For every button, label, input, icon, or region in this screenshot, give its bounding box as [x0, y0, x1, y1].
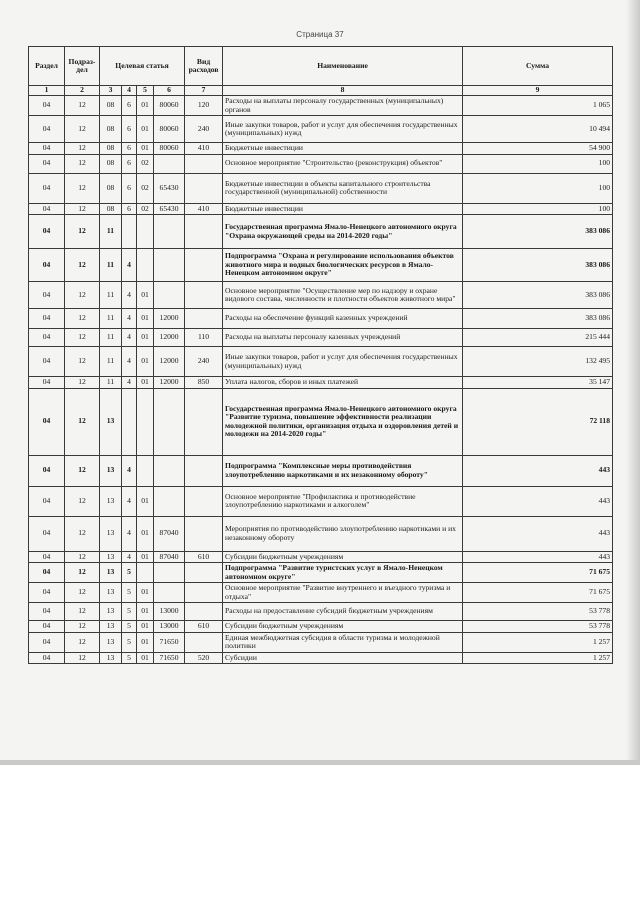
direction-code-cell: 71650 [154, 652, 185, 664]
razdel-cell: 04 [29, 551, 65, 563]
sum-cell: 100 [463, 203, 613, 215]
subprogram-code-cell: 6 [122, 143, 137, 155]
table-row [29, 603, 613, 621]
program-code-cell: 11 [100, 282, 122, 309]
podrazdel-cell: 12 [65, 603, 100, 621]
expense-type-cell [185, 603, 223, 621]
subprogram-code-cell: 4 [122, 309, 137, 329]
name-cell: Субсидии бюджетным учреждениям [223, 621, 463, 633]
expense-type-cell: 240 [185, 116, 223, 143]
table-row [29, 154, 613, 173]
name-cell: Субсидии бюджетным учреждениям [223, 551, 463, 563]
sum-cell: 100 [463, 154, 613, 173]
sum-cell: 383 086 [463, 309, 613, 329]
subprogram-code-cell: 4 [122, 329, 137, 347]
sum-cell: 383 086 [463, 282, 613, 309]
activity-code-cell: 01 [137, 621, 154, 633]
program-code-cell: 13 [100, 652, 122, 664]
name-cell: Подпрограмма "Охрана и регулирование использования объектов животного мира и водных биологических ресурсов в Ямало-Ненецком автономном округе" [223, 249, 463, 282]
podrazdel-cell: 12 [65, 486, 100, 516]
activity-code-cell: 01 [137, 603, 154, 621]
subprogram-code-cell: 4 [122, 486, 137, 516]
direction-code-cell: 12000 [154, 347, 185, 377]
table-row [29, 486, 613, 516]
expense-type-cell [185, 282, 223, 309]
subprogram-code-cell: 6 [122, 154, 137, 173]
activity-code-cell: 01 [137, 583, 154, 603]
sum-cell: 383 086 [463, 215, 613, 249]
subprogram-code-cell: 4 [122, 455, 137, 486]
table-row [29, 215, 613, 249]
sum-cell: 443 [463, 516, 613, 551]
expense-type-cell [185, 516, 223, 551]
table-row [29, 116, 613, 143]
table-row [29, 621, 613, 633]
header-razdel: Раздел [29, 47, 65, 86]
activity-code-cell: 01 [137, 347, 154, 377]
name-cell: Государственная программа Ямало-Ненецкого автономного округа "Развитие туризма, повышение эффективности реализации молодежной политики, организация отдыха и оздоровления детей и молодежи на 2014-2020 годы" [223, 388, 463, 455]
direction-code-cell: 87040 [154, 551, 185, 563]
razdel-cell: 04 [29, 282, 65, 309]
sum-cell: 215 444 [463, 329, 613, 347]
direction-code-cell [154, 388, 185, 455]
expense-type-cell: 240 [185, 347, 223, 377]
activity-code-cell: 01 [137, 652, 154, 664]
header-expense-type: Вид расходов [185, 47, 223, 86]
razdel-cell: 04 [29, 516, 65, 551]
razdel-cell: 04 [29, 309, 65, 329]
column-number: 4 [122, 86, 137, 96]
razdel-cell: 04 [29, 203, 65, 215]
table-row [29, 652, 613, 664]
sum-cell: 132 495 [463, 347, 613, 377]
program-code-cell: 08 [100, 116, 122, 143]
razdel-cell: 04 [29, 377, 65, 389]
program-code-cell: 08 [100, 203, 122, 215]
razdel-cell: 04 [29, 329, 65, 347]
budget-table [28, 46, 613, 664]
razdel-cell: 04 [29, 486, 65, 516]
header-target-article: Целевая статья [100, 47, 185, 86]
direction-code-cell: 12000 [154, 329, 185, 347]
program-code-cell: 08 [100, 96, 122, 116]
activity-code-cell: 01 [137, 551, 154, 563]
sum-cell: 54 900 [463, 143, 613, 155]
program-code-cell: 13 [100, 632, 122, 652]
table-row [29, 309, 613, 329]
direction-code-cell [154, 563, 185, 583]
program-code-cell: 13 [100, 603, 122, 621]
razdel-cell: 04 [29, 154, 65, 173]
podrazdel-cell: 12 [65, 329, 100, 347]
direction-code-cell: 71650 [154, 632, 185, 652]
expense-type-cell [185, 215, 223, 249]
name-cell: Расходы на выплаты персоналу государственных (муниципальных) органов [223, 96, 463, 116]
podrazdel-cell: 12 [65, 309, 100, 329]
column-number: 7 [185, 86, 223, 96]
subprogram-code-cell: 5 [122, 652, 137, 664]
expense-type-cell: 610 [185, 551, 223, 563]
sum-cell: 100 [463, 173, 613, 203]
direction-code-cell [154, 282, 185, 309]
name-cell: Уплата налогов, сборов и иных платежей [223, 377, 463, 389]
subprogram-code-cell: 5 [122, 621, 137, 633]
column-numbers-row [29, 86, 613, 96]
activity-code-cell: 01 [137, 329, 154, 347]
program-code-cell: 11 [100, 309, 122, 329]
razdel-cell: 04 [29, 563, 65, 583]
table-row [29, 455, 613, 486]
name-cell: Основное мероприятие "Строительство (реконструкция) объектов" [223, 154, 463, 173]
expense-type-cell [185, 563, 223, 583]
subprogram-code-cell: 4 [122, 249, 137, 282]
table-row [29, 96, 613, 116]
name-cell: Единая межбюджетная субсидия в области туризма и молодежной политики [223, 632, 463, 652]
podrazdel-cell: 12 [65, 583, 100, 603]
name-cell: Государственная программа Ямало-Ненецкого автономного округа "Охрана окружающей среды на 2014-2020 годы" [223, 215, 463, 249]
podrazdel-cell: 12 [65, 347, 100, 377]
program-code-cell: 08 [100, 173, 122, 203]
activity-code-cell: 01 [137, 377, 154, 389]
subprogram-code-cell: 4 [122, 347, 137, 377]
sum-cell: 383 086 [463, 249, 613, 282]
name-cell: Расходы на предоставление субсидий бюджетным учреждениям [223, 603, 463, 621]
sum-cell: 1 065 [463, 96, 613, 116]
expense-type-cell [185, 388, 223, 455]
podrazdel-cell: 12 [65, 632, 100, 652]
activity-code-cell [137, 563, 154, 583]
podrazdel-cell: 12 [65, 652, 100, 664]
podrazdel-cell: 12 [65, 96, 100, 116]
table-row [29, 329, 613, 347]
page-number: Страница 37 [296, 30, 344, 39]
name-cell: Подпрограмма "Развитие туристских услуг в Ямало-Ненецком автономном округе" [223, 563, 463, 583]
name-cell: Бюджетные инвестиции в объекты капитального строительства государственной (муниципальной) собственности [223, 173, 463, 203]
program-code-cell: 13 [100, 583, 122, 603]
direction-code-cell: 80060 [154, 143, 185, 155]
program-code-cell: 13 [100, 551, 122, 563]
name-cell: Бюджетные инвестиции [223, 143, 463, 155]
program-code-cell: 13 [100, 621, 122, 633]
sum-cell: 443 [463, 486, 613, 516]
name-cell: Бюджетные инвестиции [223, 203, 463, 215]
direction-code-cell [154, 583, 185, 603]
direction-code-cell: 87040 [154, 516, 185, 551]
table-row [29, 203, 613, 215]
subprogram-code-cell: 6 [122, 203, 137, 215]
podrazdel-cell: 12 [65, 282, 100, 309]
sum-cell: 71 675 [463, 563, 613, 583]
name-cell: Основное мероприятие "Осуществление мер по надзору и охране видового состава, численности и плотности объектов животного мира" [223, 282, 463, 309]
activity-code-cell: 01 [137, 96, 154, 116]
subprogram-code-cell: 5 [122, 583, 137, 603]
program-code-cell: 11 [100, 329, 122, 347]
razdel-cell: 04 [29, 388, 65, 455]
direction-code-cell: 12000 [154, 377, 185, 389]
column-number: 3 [100, 86, 122, 96]
expense-type-cell [185, 455, 223, 486]
name-cell: Расходы на выплаты персоналу казенных учреждений [223, 329, 463, 347]
sum-cell: 1 257 [463, 652, 613, 664]
podrazdel-cell: 12 [65, 203, 100, 215]
podrazdel-cell: 12 [65, 215, 100, 249]
activity-code-cell: 01 [137, 632, 154, 652]
name-cell: Расходы на обеспечение функций казенных учреждений [223, 309, 463, 329]
table-row [29, 347, 613, 377]
program-code-cell: 13 [100, 486, 122, 516]
podrazdel-cell: 12 [65, 516, 100, 551]
activity-code-cell: 01 [137, 116, 154, 143]
expense-type-cell: 610 [185, 621, 223, 633]
column-number: 9 [463, 86, 613, 96]
program-code-cell: 13 [100, 388, 122, 455]
direction-code-cell [154, 486, 185, 516]
subprogram-code-cell: 6 [122, 96, 137, 116]
subprogram-code-cell: 6 [122, 116, 137, 143]
razdel-cell: 04 [29, 116, 65, 143]
name-cell: Основное мероприятие "Развитие внутреннего и въездного туризма и отдыха" [223, 583, 463, 603]
activity-code-cell: 01 [137, 486, 154, 516]
direction-code-cell: 13000 [154, 621, 185, 633]
subprogram-code-cell: 4 [122, 282, 137, 309]
activity-code-cell: 02 [137, 154, 154, 173]
name-cell: Иные закупки товаров, работ и услуг для обеспечения государственных (муниципальных) нужд [223, 347, 463, 377]
program-code-cell: 13 [100, 563, 122, 583]
program-code-cell: 11 [100, 215, 122, 249]
subprogram-code-cell: 6 [122, 173, 137, 203]
header-podrazdel: Подраз- дел [65, 47, 100, 86]
subprogram-code-cell: 4 [122, 516, 137, 551]
expense-type-cell: 850 [185, 377, 223, 389]
table-row [29, 632, 613, 652]
podrazdel-cell: 12 [65, 621, 100, 633]
column-number: 6 [154, 86, 185, 96]
razdel-cell: 04 [29, 603, 65, 621]
scan-bottom-edge [0, 760, 640, 765]
direction-code-cell [154, 215, 185, 249]
direction-code-cell: 12000 [154, 309, 185, 329]
expense-type-cell: 410 [185, 143, 223, 155]
expense-type-cell [185, 249, 223, 282]
expense-type-cell: 110 [185, 329, 223, 347]
expense-type-cell: 120 [185, 96, 223, 116]
sum-cell: 71 675 [463, 583, 613, 603]
expense-type-cell [185, 583, 223, 603]
table-row [29, 249, 613, 282]
expense-type-cell [185, 486, 223, 516]
activity-code-cell [137, 215, 154, 249]
activity-code-cell [137, 249, 154, 282]
subprogram-code-cell [122, 215, 137, 249]
sum-cell: 10 494 [463, 116, 613, 143]
razdel-cell: 04 [29, 621, 65, 633]
sum-cell: 53 778 [463, 603, 613, 621]
direction-code-cell: 13000 [154, 603, 185, 621]
table-row [29, 563, 613, 583]
direction-code-cell: 80060 [154, 96, 185, 116]
activity-code-cell [137, 455, 154, 486]
subprogram-code-cell: 4 [122, 377, 137, 389]
direction-code-cell [154, 455, 185, 486]
sum-cell: 72 118 [463, 388, 613, 455]
scan-edge-shadow [626, 0, 640, 765]
podrazdel-cell: 12 [65, 455, 100, 486]
program-code-cell: 08 [100, 143, 122, 155]
column-number: 8 [223, 86, 463, 96]
podrazdel-cell: 12 [65, 377, 100, 389]
podrazdel-cell: 12 [65, 154, 100, 173]
direction-code-cell: 65430 [154, 203, 185, 215]
expense-type-cell [185, 173, 223, 203]
expense-type-cell: 520 [185, 652, 223, 664]
razdel-cell: 04 [29, 173, 65, 203]
header-sum: Сумма [463, 47, 613, 86]
program-code-cell: 11 [100, 377, 122, 389]
column-number: 1 [29, 86, 65, 96]
name-cell: Субсидии [223, 652, 463, 664]
razdel-cell: 04 [29, 143, 65, 155]
table-row [29, 377, 613, 389]
column-number: 2 [65, 86, 100, 96]
sum-cell: 53 778 [463, 621, 613, 633]
expense-type-cell: 410 [185, 203, 223, 215]
direction-code-cell: 80060 [154, 116, 185, 143]
razdel-cell: 04 [29, 583, 65, 603]
name-cell: Основное мероприятие "Профилактика и противодействие злоупотреблению наркотиками и алкоголем" [223, 486, 463, 516]
table-row [29, 282, 613, 309]
sum-cell: 443 [463, 551, 613, 563]
table-row [29, 551, 613, 563]
table-row [29, 516, 613, 551]
name-cell: Мероприятия по противодействию злоупотреблению наркотиками и их незаконному обороту [223, 516, 463, 551]
sum-cell: 443 [463, 455, 613, 486]
razdel-cell: 04 [29, 347, 65, 377]
razdel-cell: 04 [29, 249, 65, 282]
name-cell: Подпрограмма "Комплексные меры противодействия злоупотреблению наркотиками и их незаконному обороту" [223, 455, 463, 486]
direction-code-cell [154, 249, 185, 282]
program-code-cell: 08 [100, 154, 122, 173]
program-code-cell: 11 [100, 249, 122, 282]
podrazdel-cell: 12 [65, 143, 100, 155]
podrazdel-cell: 12 [65, 563, 100, 583]
direction-code-cell [154, 154, 185, 173]
program-code-cell: 11 [100, 347, 122, 377]
table-row [29, 173, 613, 203]
razdel-cell: 04 [29, 632, 65, 652]
razdel-cell: 04 [29, 455, 65, 486]
sum-cell: 1 257 [463, 632, 613, 652]
razdel-cell: 04 [29, 215, 65, 249]
direction-code-cell: 65430 [154, 173, 185, 203]
expense-type-cell [185, 154, 223, 173]
table-header-row [29, 47, 613, 86]
expense-type-cell [185, 309, 223, 329]
activity-code-cell [137, 388, 154, 455]
table-row [29, 143, 613, 155]
subprogram-code-cell: 5 [122, 563, 137, 583]
podrazdel-cell: 12 [65, 551, 100, 563]
podrazdel-cell: 12 [65, 173, 100, 203]
activity-code-cell: 02 [137, 173, 154, 203]
activity-code-cell: 02 [137, 203, 154, 215]
activity-code-cell: 01 [137, 143, 154, 155]
podrazdel-cell: 12 [65, 388, 100, 455]
razdel-cell: 04 [29, 96, 65, 116]
subprogram-code-cell: 5 [122, 632, 137, 652]
podrazdel-cell: 12 [65, 116, 100, 143]
header-name: Наименование [223, 47, 463, 86]
subprogram-code-cell [122, 388, 137, 455]
sum-cell: 35 147 [463, 377, 613, 389]
table-row [29, 583, 613, 603]
program-code-cell: 13 [100, 516, 122, 551]
activity-code-cell: 01 [137, 282, 154, 309]
subprogram-code-cell: 5 [122, 603, 137, 621]
razdel-cell: 04 [29, 652, 65, 664]
column-number: 5 [137, 86, 154, 96]
program-code-cell: 13 [100, 455, 122, 486]
name-cell: Иные закупки товаров, работ и услуг для обеспечения государственных (муниципальных) нужд [223, 116, 463, 143]
subprogram-code-cell: 4 [122, 551, 137, 563]
podrazdel-cell: 12 [65, 249, 100, 282]
activity-code-cell: 01 [137, 309, 154, 329]
expense-type-cell [185, 632, 223, 652]
activity-code-cell: 01 [137, 516, 154, 551]
table-row [29, 388, 613, 455]
